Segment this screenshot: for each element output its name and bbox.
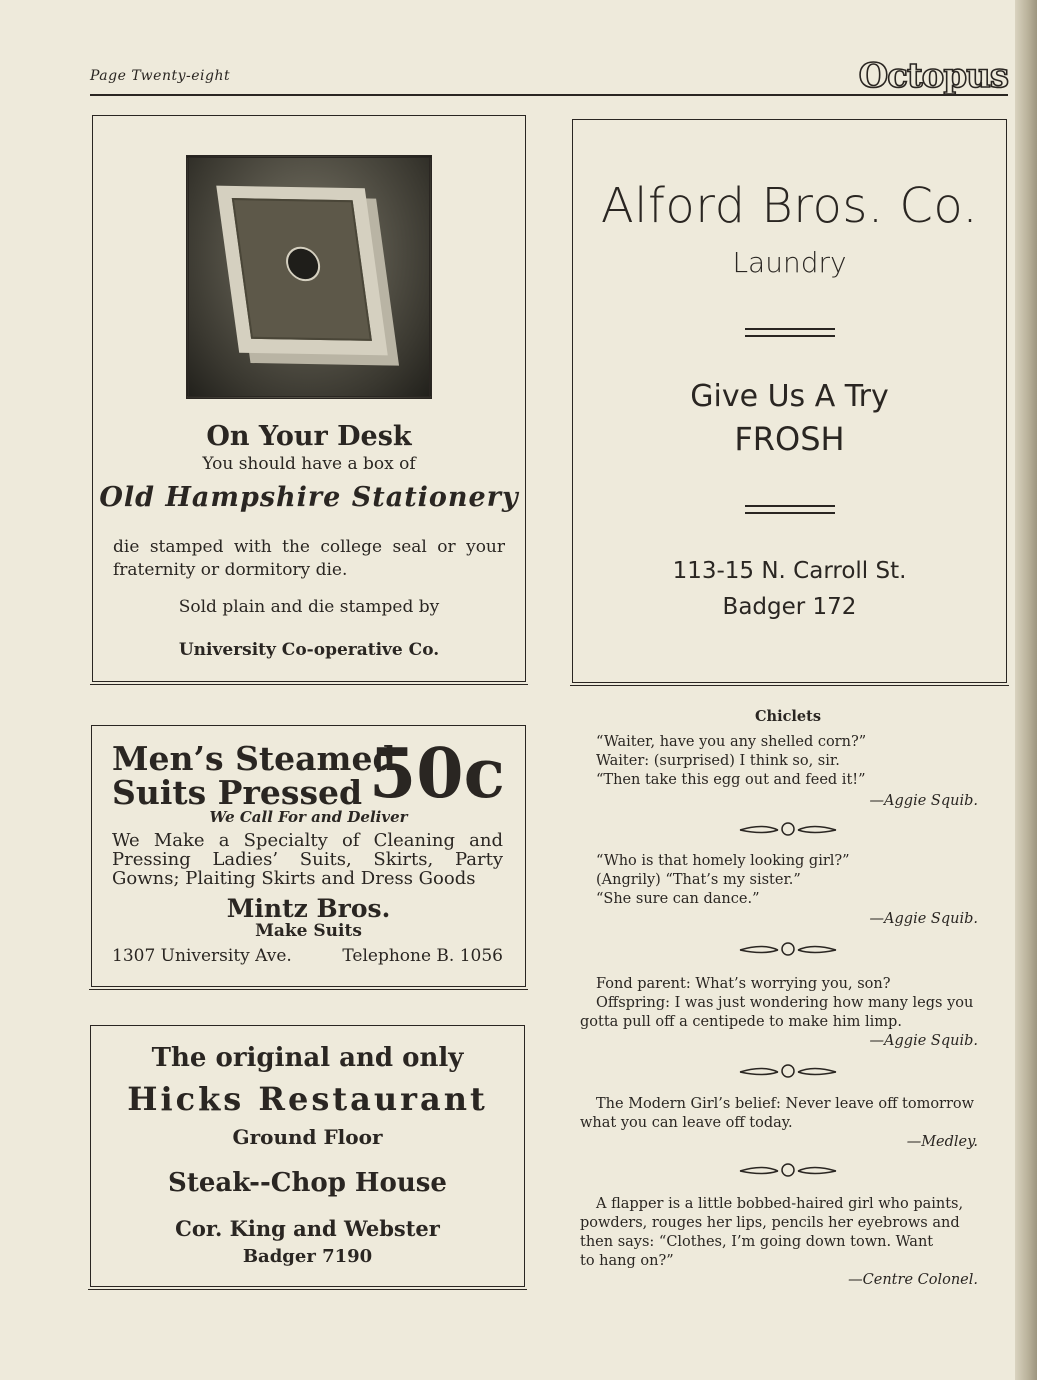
- address: Cor. King and Webster: [175, 1216, 440, 1241]
- mintz-ad: [91, 725, 526, 987]
- restaurant-name: Hicks Restaurant: [127, 1080, 488, 1118]
- joke-line: “Waiter, have you any shelled corn?”: [596, 734, 867, 750]
- joke-credit: —Aggie Squib.: [869, 911, 978, 927]
- joke-line: Fond parent: What’s worrying you, son?: [596, 976, 891, 992]
- headline-line: Suits Pressed: [112, 773, 363, 812]
- joke-credit: —Aggie Squib.: [869, 793, 978, 809]
- company-tagline: Make Suits: [255, 921, 362, 941]
- ad-sold-by: Sold plain and die stamped by: [178, 597, 440, 617]
- page-edge: [1015, 0, 1037, 1380]
- stationery-box-photo: [186, 155, 432, 399]
- page-number: Page Twenty-eight: [90, 68, 231, 84]
- address: 113-15 N. Carroll St.: [672, 558, 907, 584]
- joke-line: Offspring: I was just wondering how many legs you: [596, 995, 974, 1011]
- ad-subheadline: You should have a box of: [202, 454, 416, 474]
- joke-line: “She sure can dance.”: [596, 891, 760, 907]
- joke-line: Waiter: (surprised) I think so, sir.: [596, 753, 840, 769]
- company-type: Laundry: [732, 246, 847, 279]
- divider: [745, 505, 835, 514]
- ornament-divider: [738, 941, 838, 957]
- joke-line: A flapper is a little bobbed-haired girl who paints,: [596, 1196, 964, 1212]
- ad-body: die stamped with the college seal or your fraternity or dormitory die.: [113, 537, 505, 580]
- brand-name: Old Hampshire Stationery: [99, 482, 519, 513]
- delivery-note: We Call For and Deliver: [209, 808, 408, 826]
- slogan-target: FROSH: [734, 420, 845, 458]
- ornament-divider: [738, 821, 838, 837]
- restaurant-type: Steak--Chop House: [168, 1168, 447, 1198]
- joke-line: to hang on?”: [580, 1253, 674, 1269]
- slogan: Give Us A Try: [690, 379, 889, 414]
- phone: Badger 7190: [242, 1246, 373, 1267]
- address: 1307 University Ave.: [112, 946, 292, 966]
- ornament-divider: [738, 1162, 838, 1178]
- ad-body: We Make a Specialty of Cleaning and Pressing Ladies’ Suits, Skirts, Party Gowns; Plaiting Skirts and Dress Goods: [112, 830, 503, 889]
- headline-line: Men’s Steamed: [112, 739, 396, 778]
- joke-line: The Modern Girl’s belief: Never leave off tomorrow: [596, 1096, 975, 1112]
- ornament-divider: [738, 1063, 838, 1079]
- divider: [745, 328, 835, 337]
- company-name: Alford Bros. Co.: [600, 178, 979, 234]
- ad-intro: The original and only: [151, 1043, 464, 1073]
- header-rule: [90, 94, 1008, 96]
- company-name: Mintz Bros.: [226, 894, 391, 923]
- price: 50c: [368, 734, 505, 814]
- joke-line: powders, rouges her lips, pencils her eyebrows and: [580, 1215, 960, 1231]
- joke-line: “Who is that homely looking girl?”: [596, 853, 850, 869]
- ad-headline: [112, 739, 396, 812]
- joke-line: then says: “Clothes, I’m going down town. Want: [580, 1234, 934, 1250]
- joke-line: gotta pull off a centipede to make him limp.: [580, 1014, 902, 1030]
- phone: Telephone B. 1056: [342, 946, 503, 966]
- ad-headline: On Your Desk: [206, 421, 412, 452]
- joke-credit: —Medley.: [906, 1134, 978, 1150]
- joke-credit: —Centre Colonel.: [848, 1272, 978, 1288]
- stationery-box-illustration: [216, 186, 388, 356]
- joke-line: (Angrily) “That’s my sister.”: [596, 872, 801, 888]
- masthead-logo: Octopus: [858, 56, 1008, 96]
- floor-info: Ground Floor: [232, 1125, 383, 1149]
- laundry-ad: [572, 119, 1007, 683]
- column-title: Chiclets: [754, 708, 821, 725]
- joke-credit: —Aggie Squib.: [869, 1033, 978, 1049]
- phone: Badger 172: [722, 594, 857, 620]
- hicks-ad: [90, 1025, 525, 1287]
- stationery-ad: [92, 115, 526, 682]
- page-header: [90, 56, 1008, 96]
- joke-line: “Then take this egg out and feed it!”: [596, 772, 866, 788]
- seller-name: University Co-operative Co.: [178, 640, 440, 660]
- joke-line: what you can leave off today.: [580, 1115, 793, 1131]
